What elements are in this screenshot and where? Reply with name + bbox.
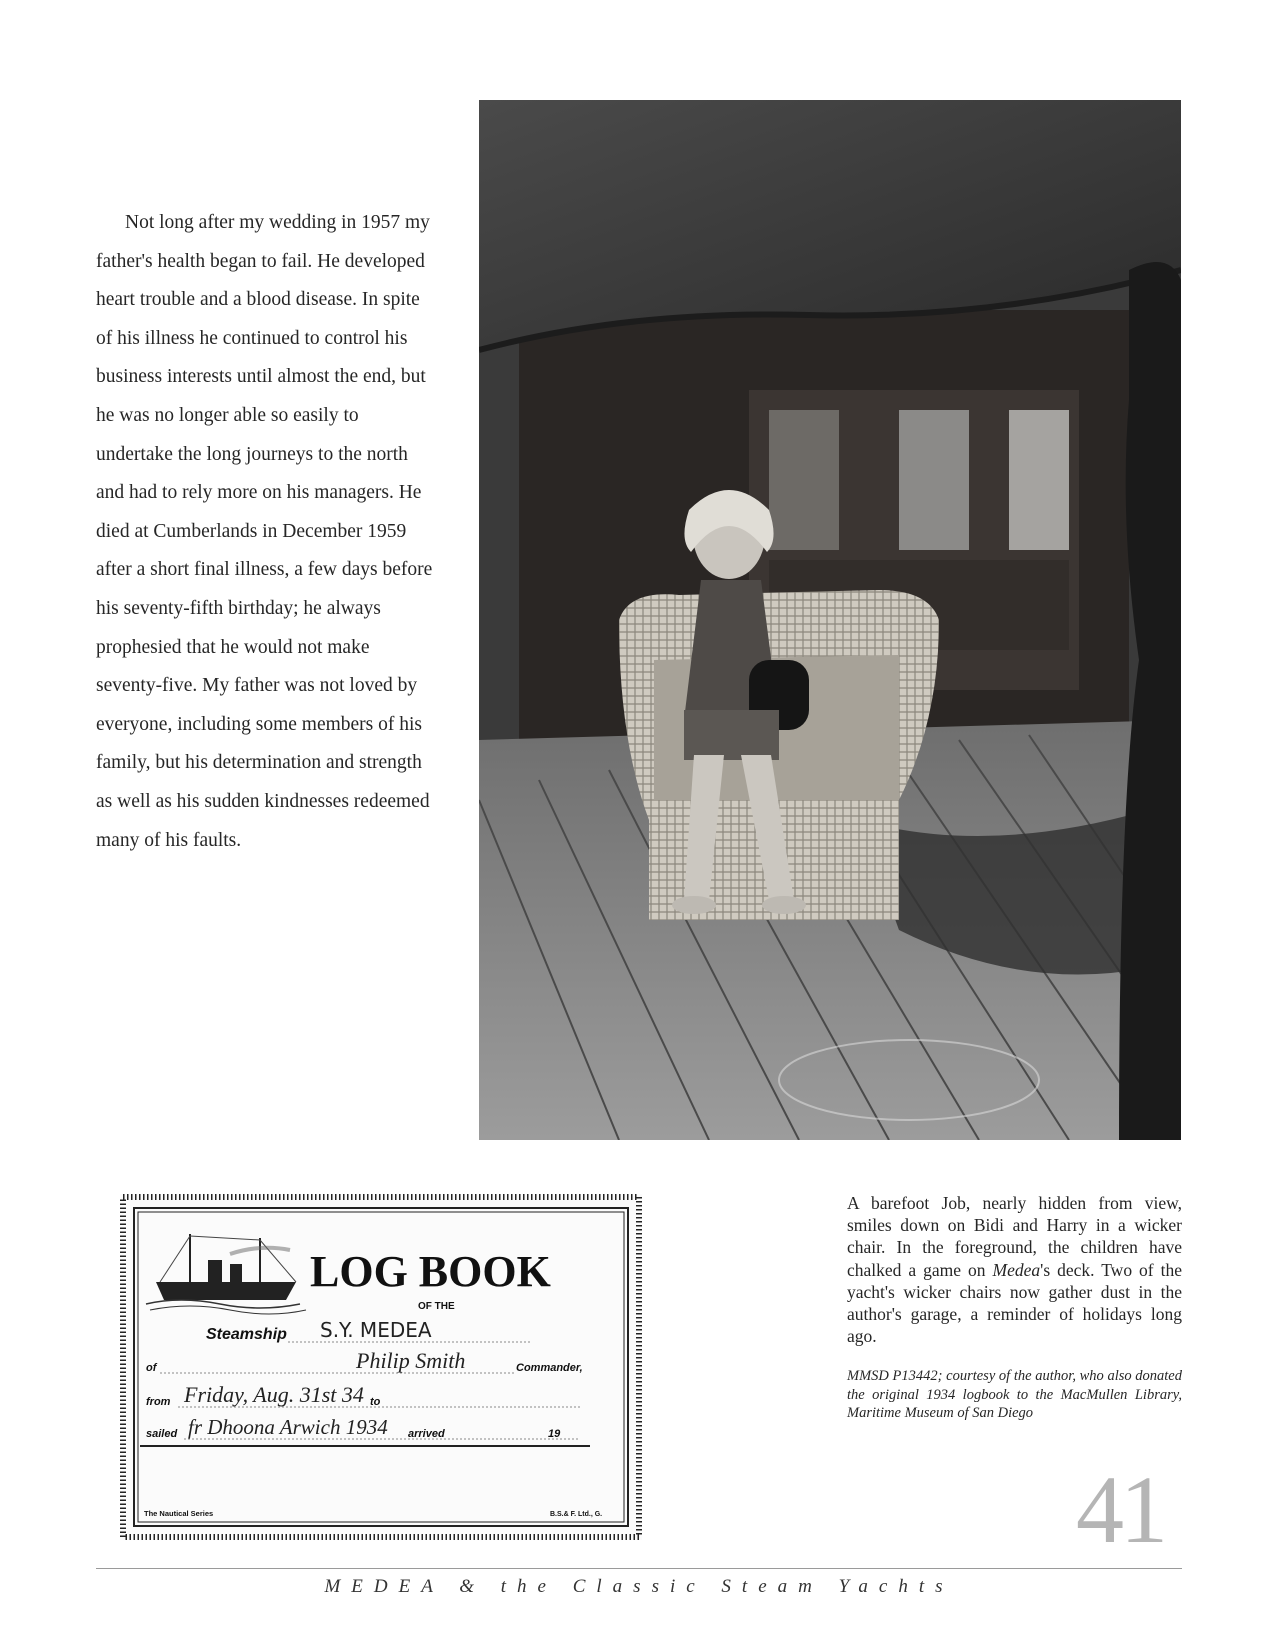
sailed-label: sailed	[146, 1428, 178, 1440]
series-label: The Nautical Series	[144, 1509, 214, 1518]
caption-ship-name: Medea	[992, 1259, 1041, 1280]
arrived-label: arrived	[408, 1428, 445, 1440]
body-paragraph: Not long after my wedding in 1957 my father's health began to fail. He developed heart trouble and a blood disease. In spite of his illness he continued to control his business interests until almost the end, but he was no longer able so easily to undertake the long journeys to the north and had to rely more on his managers. He died at Cumberlands in December 1959 after a short final illness, a few days before his seventy-fifth birthday; he always prophesied that he would not make seventy-five. My father was not loved by everyone, including some members of his family, but his determination and strength as well as his sudden kindnesses redeemed many of his faults.	[96, 212, 433, 851]
steamship-label: Steamship	[206, 1326, 287, 1343]
logbook-illustration	[120, 1194, 642, 1540]
running-footer: MEDEA & the Classic Steam Yachts	[324, 1576, 954, 1597]
body-text-block	[96, 204, 436, 860]
photo-illustration	[479, 100, 1181, 1140]
sailed-value: fr Dhoona Arwich 1934	[188, 1415, 388, 1439]
footer-rule	[96, 1568, 1182, 1569]
commander-value: Philip Smith	[356, 1348, 466, 1373]
of-label: of	[146, 1362, 157, 1374]
from-value: Friday, Aug. 31st 34	[184, 1382, 364, 1407]
year-label: 19	[548, 1428, 561, 1440]
deck-photograph	[479, 100, 1181, 1140]
logbook-title: LOG BOOK	[310, 1247, 551, 1296]
to-label: to	[370, 1396, 381, 1408]
photo-caption	[847, 1192, 1182, 1423]
page-number: 41	[1076, 1456, 1164, 1563]
commander-label: Commander,	[516, 1362, 583, 1374]
caption-text-end: 's deck. Two of the yacht's wicker chairs now gather dust in the author's garage, a reminder of holidays long ago.	[847, 1259, 1183, 1347]
logbook-of-the: OF THE	[418, 1301, 455, 1312]
caption-text-start: A barefoot Job, nearly hidden from view, smiles down on Bidi and Harry in a wicker chair. In the foreground, the children have chalked a game on	[847, 1193, 1182, 1280]
from-label: from	[146, 1396, 171, 1408]
logbook-cover	[120, 1194, 642, 1540]
caption-text	[847, 1192, 1182, 1347]
publisher-label: B.S.& F. Ltd., G.	[550, 1511, 603, 1518]
caption-credit: MMSD P13442; courtesy of the author, who also donated the original 1934 logbook to the MacMullen Library, Maritime Museum of San Diego	[847, 1368, 1182, 1422]
steamship-value: S.Y. MEDEA	[320, 1318, 432, 1342]
